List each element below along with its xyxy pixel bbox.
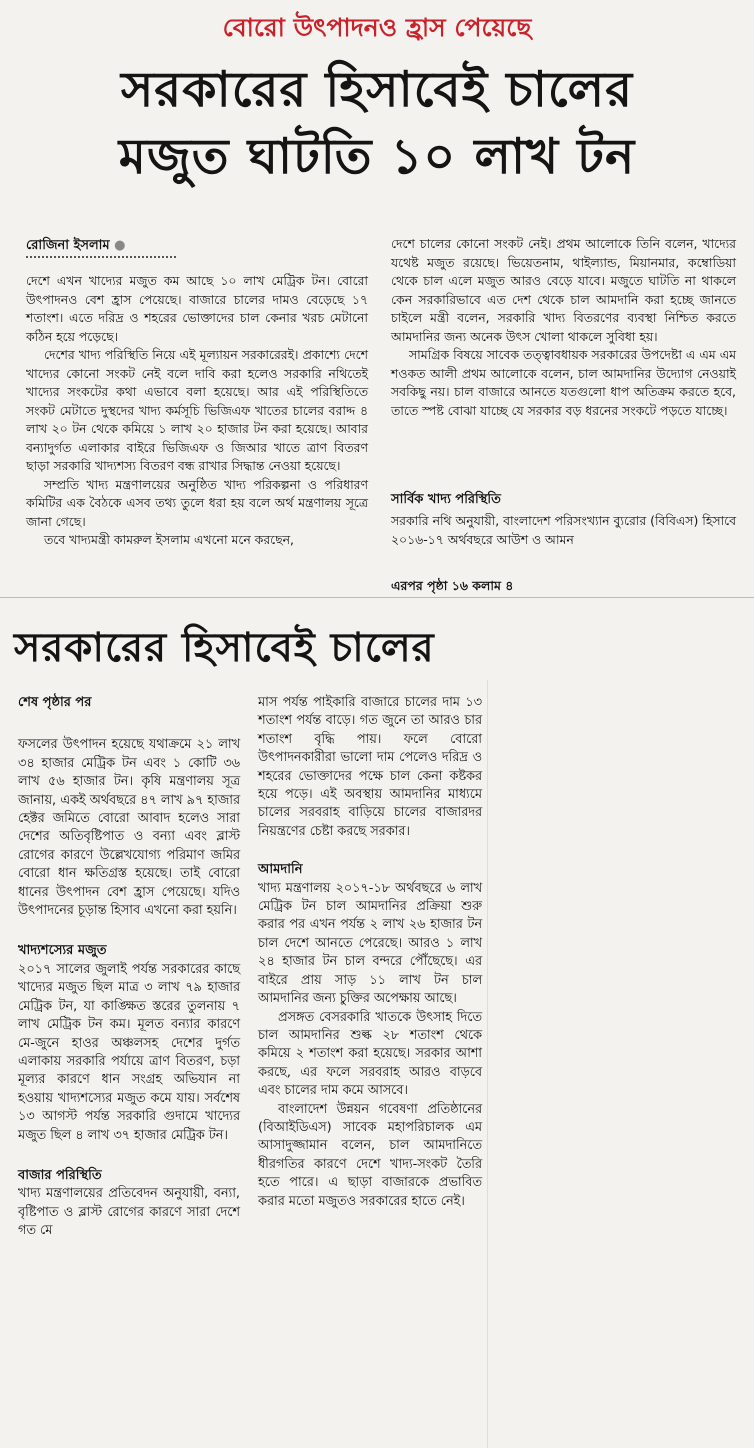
byline-rule [26,256,176,258]
headline-line-1: সরকারের হিসাবেই চালের [120,61,634,118]
paragraph: ২০১৭ সালের জুলাই পর্যন্ত সরকারের কাছে খাদ্যের মজুত ছিল মাত্র ৩ লাখ ৭৯ হাজার মেট্রিক টন, যা কাঙ্ক্ষিত স্তরের তুলনায় ৭ লাখ মেট্রিক টন কম। মূলত বন্যার কারণে মে-জুনে হাওর অঞ্চলসহ দেশের দুর্গত এলাকায় সরকারি পর্যায়ে ত্রাণ বিতরণ, চড়া মূল্যর কারণে ধান সংগ্রহ অভিযান না হওয়ায় খাদ্যশস্যের মজুত কমে যায়। সর্বশেষ ১৩ আগস্ট পর্যন্ত সরকারি গুদামে খাদ্যের মজুত ছিল ৪ লাখ ৩৭ হাজার মেট্রিক টন। [18,961,240,1143]
column-divider [487,680,488,1448]
paragraph: সামগ্রিক বিষয়ে সাবেক তত্ত্বাবধায়ক সরকারের উপদেষ্টা এ এম এম শওকত আলী প্রথম আলোকে বলেন, চাল আমদানির উদ্যোগ নেওয়াই সবকিছু নয়। চাল বাজারে আনতে যতগুলো ধাপ অতিক্রম করতে হবে, তাতে স্পষ্ট বোঝা যাচ্ছে যে সরকার বড় ধরনের সংকটে পড়তে যাচ্ছে। [391,347,736,418]
paragraph: মাস পর্যন্ত পাইকারি বাজারে চালের দাম ১৩ শতাংশ পর্যন্ত বাড়ে। গত জুনে তা আরও চার শতাংশ বৃদ্ধি পায়। ফলে বোরো উৎপাদনকারীরা ভালো দাম পেলেও দরিদ্র ও শহরের ভোক্তাদের পক্ষে চাল কেনা কষ্টকর হয়ে পড়ে। এই অবস্থায় আমদানির মাধ্যমে চালের সরবরাহ বাড়িয়ে চালের বাজারদর নিয়ন্ত্রণের চেষ্টা করছে সরকার। [258,695,482,839]
front-column-right-cont [391,512,736,549]
section-heading: আমদানি [258,862,303,878]
headline-line-2: মজুত ঘাটতি ১০ লাখ টন [118,128,636,185]
section-divider [0,597,754,598]
headline [0,56,754,190]
paragraph: সরকারি নথি অনুযায়ী, বাংলাদেশ পরিসংখ্যান ব্যুরোর (বিবিএস) হিসাবে ২০১৬-১৭ অর্থবছরে আউশ ও আমন [391,513,736,547]
kicker: বোরো উৎপাদনও হ্রাস পেয়েছে [222,13,532,42]
subhead: সার্বিক খাদ্য পরিস্থিতি [391,492,501,507]
continued-from-label: শেষ পৃষ্ঠার পর [18,695,92,710]
jump-line: এরপর পৃষ্ঠা ১৬ কলাম ৪ [391,578,514,593]
continued-column-1 [18,694,240,1241]
paragraph: ফসলের উৎপাদন হয়েছে যথাক্রমে ২১ লাখ ৩৪ হাজার মেট্রিক টন এবং ১ কোটি ৩৬ লাখ ৫৬ হাজার টন। কৃষি মন্ত্রণালয় সূত্র জানায়, একই অর্থবছরে ৪৭ লাখ ৯৭ হাজার হেক্টর জমিতে বোরো আবাদ হলেও সারা দেশের অতিবৃষ্টিপাত ও বন্যা এবং ব্লাস্ট রোগের কারণে উল্লেখযোগ্য পরিমাণ জমির বোরো ধান ক্ষতিগ্রস্ত হয়েছে। তাই বোরো ধানের উৎপাদন বেশ হ্রাস পেয়েছে। যদিও উৎপাদনের চূড়ান্ত হিসাব এখনো করা হয়নি। [18,737,240,919]
paragraph: সম্প্রতি খাদ্য মন্ত্রণালয়ের অনুষ্ঠিত খাদ্য পরিকল্পনা ও পরিধারণ কমিটির এক বৈঠকে এসব তথ্য তুলে ধরা হয় বলে অর্থ মন্ত্রণালয় সূত্রে জানা গেছে। [26,476,368,529]
section-heading: বাজার পরিস্থিতি [18,1167,102,1183]
paragraph: বাংলাদেশ উন্নয়ন গবেষণা প্রতিষ্ঠানের (বিআইডিএস) সাবেক মহাপরিচালক এম আসাদুজ্জামান বলেন, চাল আমদানিতে ধীরগতির কারণে দেশে খাদ্য-সংকট তৈরি হতে পারে। এ ছাড়া বাজারকে প্রভাবিত করার মতো মজুতও সরকারের হাতে নেই। [258,1101,482,1209]
paragraph: খাদ্য মন্ত্রণালয়ের প্রতিবেদন অনুযায়ী, বন্যা, বৃষ্টিপাত ও ব্লাস্ট রোগের কারণে সারা দেশে গত মে [18,1186,240,1239]
paragraph: প্রসঙ্গত বেসরকারি খাতকে উৎসাহ দিতে চাল আমদানির শুল্ক ২৮ শতাংশ থেকে কমিয়ে ২ শতাংশ করা হয়েছে। সরকার আশা করছে, এর ফলে সরবরাহ আরও বাড়বে এবং চালের দাম কমে আসবে। [258,1009,482,1099]
paragraph: দেশে চালের কোনো সংকট নেই। প্রথম আলোকে তিনি বলেন, খাদ্যের যথেষ্ট মজুত রয়েছে। ভিয়েতনাম, থাইল্যান্ড, মিয়ানমার, কম্বোডিয়া থেকে চাল এলে মজুত আরও বেড়ে যাবে। মজুতে ঘাটতি না থাকলে কেন সরকারিভাবে এত দেশ থেকে চাল আমদানি করা হচ্ছে জানতে চাইলে মন্ত্রী বলেন, সরকারি খাদ্য বিতরণের ব্যবস্থা নিশ্চিত করতে আমদানির জন্য অনেক উৎস খোলা থাকলে সুবিধা হয়। [391,236,736,344]
paragraph: তবে খাদ্যমন্ত্রী কামরুল ইসলাম এখনো মনে করছেন, [44,532,294,547]
byline-dot-icon: ● [114,238,126,253]
paragraph: দেশে এখন খাদ্যের মজুত কম আছে ১০ লাখ মেট্রিক টন। বোরো উৎপাদনও বেশ হ্রাস পেয়েছে। বাজারে চালের দামও বেড়েছে ১৭ শতাংশ। এতে দরিদ্র ও শহরের ভোক্তাদের চাল কেনার খরচ মেটানো কঠিন হয়ে পড়েছে। [26,273,368,344]
continued-column-2 [258,694,482,1211]
section-heading: খাদ্যশস্যের মজুত [18,943,107,959]
front-column-left [26,272,368,550]
jump-headline: সরকারের হিসাবেই চালের [14,625,435,671]
byline-name: রোজিনা ইসলাম [26,238,110,253]
front-column-right [391,235,736,420]
paragraph: খাদ্য মন্ত্রণালয় ২০১৭-১৮ অর্থবছরে ৬ লাখ মেট্রিক টন চাল আমদানির প্রক্রিয়া শুরু করার পর এখন পর্যন্ত ২ লাখ ২৬ হাজার টন চাল দেশে আনতে পেরেছে। আরও ১ লাখ ২৪ হাজার টন চাল বন্দরে পৌঁছেছে। এর বাইরে প্রায় সাড় ১১ লাখ টন চাল আমদানির জন্য চুক্তির অপেক্ষায় আছে। [258,880,482,1007]
paragraph: দেশের খাদ্য পরিস্থিতি নিয়ে এই মূল্যায়ন সরকারেরই। প্রকাশ্যে দেশে খাদ্যের কোনো সংকট নেই বলে দাবি করা হলেও সরকারি নথিতেই খাদ্যের সংকটের কথা এভাবে বলা হয়েছে। আর এই পরিস্থিতিতে সংকট মেটাতে দুস্থদের খাদ্য কর্মসূচি ভিজিএফ খাতের চালের বরাদ্দ ৪ লাখ ২০ টন থেকে কমিয়ে ১ লাখ ২০ হাজার টন করা হয়েছে। আবার বন্যাদুর্গত এলাকার বাইরে ভিজিএফ ও জিআর খাতে ত্রাণ বিতরণ ছাড়া সরকারি খাদ্যশস্য বিতরণ বন্ধ রাখার সিদ্ধান্ত নেওয়া হয়েছে। [26,347,368,473]
byline [26,236,126,257]
